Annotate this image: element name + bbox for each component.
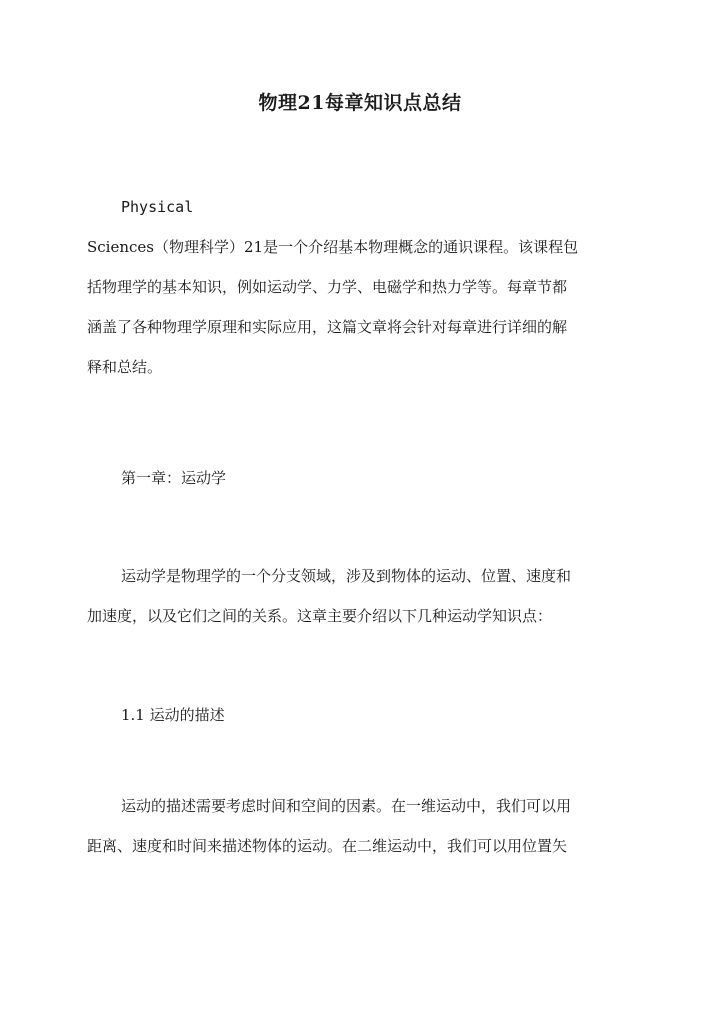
document-title: 物理21每章知识点总结	[258, 92, 462, 114]
section-1-1-line-2: 距离、速度和时间来描述物体的运动。在二维运动中，我们可以用位置矢	[87, 837, 568, 855]
section-1-1-heading-block	[87, 695, 635, 735]
chapter-1-line-1: 运动学是物理学的一个分支领域，涉及到物体的运动、位置、速度和	[121, 567, 572, 585]
section-1-1-line-1: 运动的描述需要考虑时间和空间的因素。在一维运动中，我们可以用	[121, 797, 572, 815]
intro-line-5: 释和总结。	[87, 358, 163, 376]
chapter-1-heading: 第一章：运动学	[121, 469, 227, 487]
chapter-1-line-2: 加速度，以及它们之间的关系。这章主要介绍以下几种运动学知识点：	[87, 607, 553, 625]
section-1-1-heading: 1.1 运动的描述	[121, 706, 225, 724]
chapter-1-heading-block	[87, 458, 635, 498]
section-1-1-paragraph	[87, 786, 635, 866]
intro-line-1: Physical	[121, 198, 194, 216]
intro-line-3: 括物理学的基本知识，例如运动学、力学、电磁学和热力学等。每章节都	[87, 278, 568, 296]
intro-paragraph	[87, 187, 635, 387]
chapter-1-paragraph	[87, 556, 635, 636]
intro-line-4: 涵盖了各种物理学原理和实际应用，这篇文章将会针对每章进行详细的解	[87, 318, 568, 336]
intro-line-2: Sciences（物理科学）21是一个介绍基本物理概念的通识课程。该课程包	[87, 238, 579, 256]
